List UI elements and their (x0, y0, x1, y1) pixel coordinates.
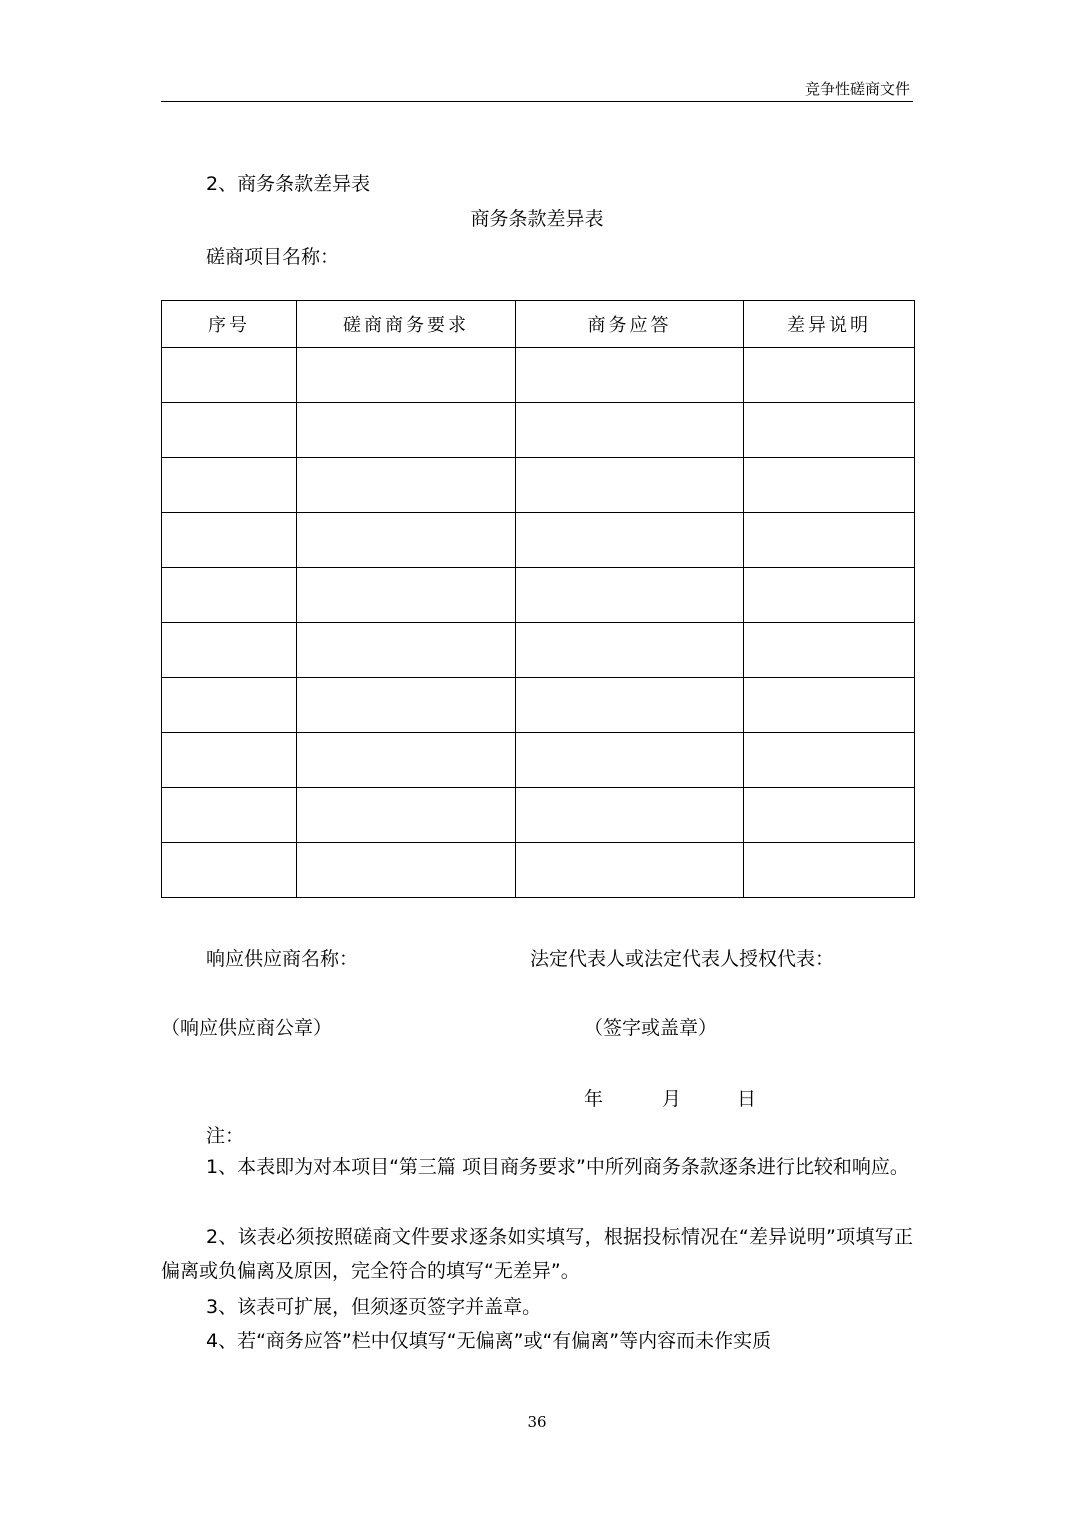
table-row (162, 403, 915, 458)
table-cell (744, 788, 915, 843)
table-cell (516, 733, 744, 788)
project-name-label: 磋商项目名称： (206, 246, 340, 268)
table-body (162, 348, 915, 898)
notes-label: 注： (206, 1125, 245, 1147)
table-cell (516, 458, 744, 513)
column-header-business-response: 商务应答 (516, 301, 744, 348)
column-header-difference-description: 差异说明 (744, 301, 915, 348)
table-cell (297, 788, 516, 843)
table-cell (297, 458, 516, 513)
note-item-2: 2、该表必须按照磋商文件要求逐条如实填写，根据投标情况在“差异说明”项填写正偏离或负偏离及原因，完全符合的填写“无差异”。 (161, 1226, 913, 1282)
table-row (162, 788, 915, 843)
table-cell (297, 513, 516, 568)
table-cell (297, 678, 516, 733)
table-cell (516, 678, 744, 733)
table-row (162, 513, 915, 568)
table-cell (162, 733, 297, 788)
table-cell (297, 348, 516, 403)
table-header-row (162, 301, 915, 348)
column-header-consultation-requirement: 磋商商务要求 (297, 301, 516, 348)
table-title: 商务条款差异表 (470, 208, 604, 230)
table-cell (297, 733, 516, 788)
table-row (162, 678, 915, 733)
table-row (162, 623, 915, 678)
table-row (162, 843, 915, 898)
table-cell (162, 458, 297, 513)
header-divider (161, 101, 913, 102)
date-month-label: 月 (662, 1088, 682, 1110)
table-cell (162, 568, 297, 623)
table-cell (744, 403, 915, 458)
note-item-4: 4、若“商务应答”栏中仅填写“无偏离”或“有偏离”等内容而未作实质 (206, 1330, 772, 1352)
table-row (162, 568, 915, 623)
note-item-3: 3、该表可扩展，但须逐页签字并盖章。 (206, 1296, 542, 1318)
table-cell (162, 403, 297, 458)
supplier-seal-label: （响应供应商公章） (161, 1017, 333, 1039)
section-heading: 2、商务条款差异表 (206, 173, 371, 195)
table-cell (516, 843, 744, 898)
table-cell (516, 568, 744, 623)
document-header-title: 竞争性磋商文件 (804, 80, 910, 98)
table-cell (516, 348, 744, 403)
table-cell (297, 623, 516, 678)
page-number: 36 (527, 1413, 547, 1431)
table-cell (297, 403, 516, 458)
table-cell (516, 513, 744, 568)
column-header-serial-number: 序号 (162, 301, 297, 348)
table-cell (162, 513, 297, 568)
table-cell (744, 513, 915, 568)
table-cell (516, 403, 744, 458)
table-row (162, 348, 915, 403)
table-cell (744, 568, 915, 623)
table-cell (162, 348, 297, 403)
sign-or-seal-label: （签字或盖章） (584, 1017, 718, 1039)
table-cell (162, 623, 297, 678)
supplier-name-label: 响应供应商名称： (206, 948, 359, 970)
table-row (162, 458, 915, 513)
table-cell (297, 843, 516, 898)
table-cell (162, 843, 297, 898)
table-cell (744, 348, 915, 403)
table-cell (516, 788, 744, 843)
table-cell (162, 678, 297, 733)
table-cell (744, 733, 915, 788)
note-item-1: 1、本表即为对本项目“第三篇 项目商务要求”中所列商务条款逐条进行比较和响应。 (206, 1156, 909, 1178)
legal-representative-label: 法定代表人或法定代表人授权代表： (530, 948, 835, 970)
table-cell (744, 843, 915, 898)
business-terms-difference-table (161, 300, 915, 898)
table-cell (516, 623, 744, 678)
table-cell (744, 458, 915, 513)
date-day-label: 日 (737, 1088, 757, 1110)
table-row (162, 733, 915, 788)
date-year-label: 年 (584, 1088, 604, 1110)
table-cell (297, 568, 516, 623)
table-cell (744, 678, 915, 733)
table-cell (744, 623, 915, 678)
table-cell (162, 788, 297, 843)
